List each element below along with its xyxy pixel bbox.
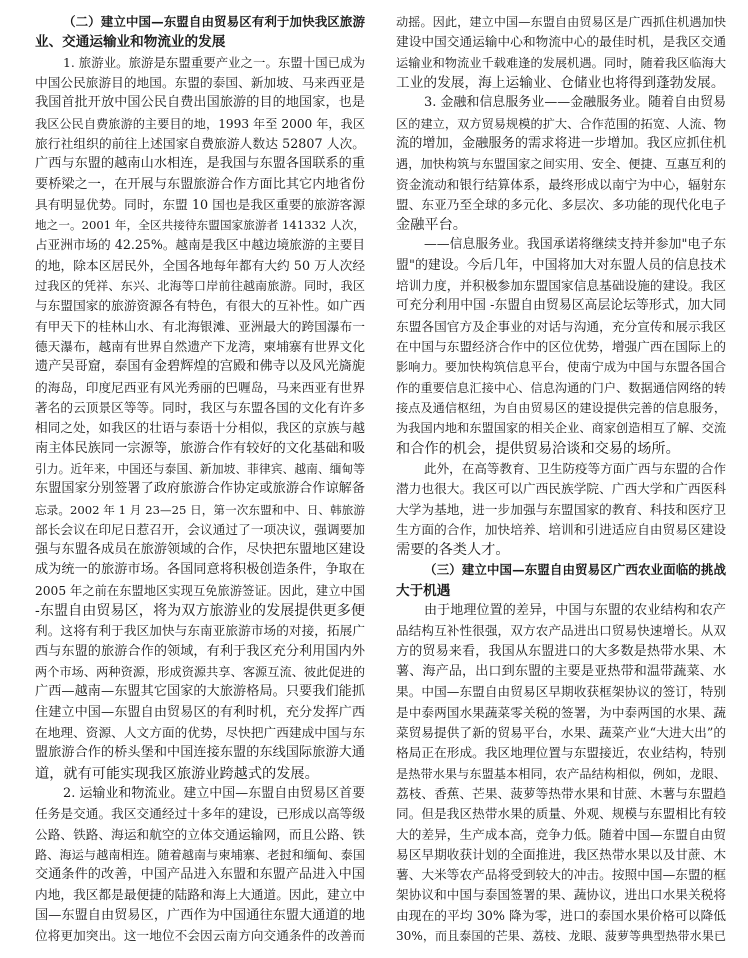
text-line: 金融平台。: [396, 217, 467, 234]
text-line: 果。中国—东盟自由贸易区早期收获框架协议的签订，特别: [396, 684, 726, 700]
text-line: 强与东盟各成员在旅游领域的合作，尽快把东盟地区建设: [35, 542, 365, 558]
text-line: 两个市场、两种资源，形成资源共享、客源互流、彼此促进的: [35, 665, 365, 679]
text-line: 东盟各国官方及企事业的对话与沟通，充分宣传和展示我区: [396, 318, 726, 334]
text-line: 盟旅游合作的桥头堡和中国连接东盟的东线国际旅游大通: [35, 745, 365, 761]
text-line: 广西与东盟的越南山水相连，是我国与东盟各国联系的重: [35, 156, 365, 172]
text-line: 为我国内地和东盟国家的相关企业、商家创造相互了解、交流: [396, 421, 726, 436]
text-line: 的地，除本区居民外，全国各地每年都有大约 50 万人次经: [35, 257, 365, 273]
text-line: 德天瀑布，越南有世界自然遗产下龙湾，柬埔寨有世界文化: [35, 339, 365, 354]
text-line: 引力。近年来，中国还与泰国、新加坡、菲律宾、越南、缅甸等: [35, 461, 365, 476]
text-line: 交通条件的改善，中国产品进入东盟和东盟产品进入中国: [35, 867, 365, 883]
text-line: 是热带水果与东盟基本相同，农产品结构相似，例如，龙眼、: [396, 766, 726, 781]
text-line: 旅行社组织的前往上述国家自费旅游人数达 52807 人次。: [35, 135, 365, 151]
text-line: 品结构互补性很强，双方农产品进出口贸易快速增长。从双: [396, 623, 726, 639]
text-line: 在地理、资源、人文方面的优势，尽快把广西建成中国与东: [35, 724, 365, 740]
text-line: 遇，加快构筑与东盟国家之间实用、安全、便捷、互惠互利的: [396, 157, 726, 172]
text-line: 与东盟国家的旅游资源各有特色，有很大的互补性。如广西: [35, 298, 365, 314]
text-line: 流的增加，金融服务的需求将进一步增加。我区应抓住机: [396, 135, 726, 151]
text-line: 培训力度，并积极参加东盟国家信息基础设施的建设。我区: [396, 278, 726, 294]
text-line: 工业的发展，海上运输业、仓储业也将得到蓬勃发展。: [396, 74, 725, 91]
text-line: 中国公民旅游目的地国。东盟的泰国、新加坡、马来西亚是: [35, 74, 365, 90]
text-line: 菜贸易提供了新的贸易平台，水果、蔬菜产业“大进大出”的: [396, 724, 726, 740]
text-line: 由于地理位置的差异，中国与东盟的农业结构和农产: [424, 603, 726, 619]
text-line: 影响力。要加快构筑信息平台，使南宁成为中国与东盟各国合: [396, 360, 726, 375]
text-line: 建设中国交通运输中心和物流中心的最佳时机，是我区交通: [396, 34, 726, 50]
text-line: 由现在的平均 30% 降为零，进口的泰国水果价格可以降低: [396, 907, 726, 923]
text-line: 位将更加突出。这一地位不会因云南方向交通条件的改善而: [35, 928, 365, 944]
text-line: 此外，在高等教育、卫生防疫等方面广西与东盟的合作: [424, 460, 726, 476]
text-line: 需要的各类人才。: [396, 542, 510, 559]
text-line: 1. 旅游业。旅游是东盟重要产业之一。东盟十国已成为: [63, 54, 365, 70]
text-line: 盟"的建设。今后几年，中国将加大对东盟人员的信息技术: [396, 257, 726, 273]
text-line: 公路、铁路、海运和航空的立体交通运输网，而且公路、铁: [35, 826, 365, 842]
text-line: 道，就有可能实现我区旅游业跨越式的发展。: [35, 765, 319, 782]
right-column: [396, 12, 726, 946]
text-line: 在中国与东盟经济合作中的区位优势，增强广西在国际上的: [396, 339, 726, 354]
text-line: 要桥梁之一，在开展与东盟旅游合作方面比其它内地省份: [35, 176, 365, 192]
text-line: 相同之处，如我区的壮语与泰语十分相似，我区的京族与越: [35, 420, 365, 436]
text-line: 可充分利用中国 -东盟自由贸易区高层论坛等形式，加大同: [396, 298, 726, 314]
text-line: -东盟自由贸易区，将为双方旅游业的发展提供更多便: [35, 603, 365, 620]
text-line: 广西—越南—东盟其它国家的大旅游格局。只要我们能抓: [35, 684, 365, 700]
text-line: 接点及通信枢纽，为自由贸易区的建设提供完善的信息服务，: [396, 400, 726, 415]
text-line: 薯、大米等农产品将受到较大的冲击。按照中国—东盟的框: [396, 867, 726, 883]
text-line: 荔枝、香蕉、芒果、菠萝等热带水果和甘蔗、木薯与东盟趋: [396, 785, 726, 801]
text-line: 资金流动和银行结算体系，最终形成以南宁为中心，辐射东: [396, 176, 726, 192]
text-line: 路、海运与越南相连。随着越南与柬埔寨、老挝和缅甸、泰国: [35, 847, 365, 862]
text-line: 内地，我区都是最便捷的陆路和海上大通道。因此，建立中: [35, 887, 365, 903]
text-line: 易区早期收获计划的全面推进，我区热带水果以及甘蔗、木: [396, 846, 726, 862]
text-line: 盟、东亚乃至全球的多元化、多层次、多功能的现代化电子: [396, 196, 726, 212]
text-line: 区的建立，双方贸易规模的扩大、合作范围的拓宽、人流、物: [396, 116, 726, 131]
text-line: 方的贸易来看，我国从东盟进口的大多数是热带水果、木: [396, 643, 726, 659]
text-line: 利。这将有利于我区加快与东南亚旅游市场的对接，拓展广: [35, 623, 365, 639]
text-line: 住建立中国—东盟自由贸易区的有利时机，充分发挥广西: [35, 704, 365, 720]
text-line: 大的差异，生产成本高，竞争力低。随着中国—东盟自由贸: [396, 826, 726, 842]
text-line: 成为统一的旅游市场。各国同意将积极创造条件，争取在: [35, 562, 365, 578]
text-line: 大学为基地，进一步加强与东盟国家的教育、科技和医疗卫: [396, 501, 726, 517]
text-line: 潜力也很大。我区可以广西民族学院、广西大学和广西医科: [396, 481, 726, 497]
text-line: 我区公民自费旅游的主要目的地，1993 年至 2000 年，我区: [35, 116, 365, 131]
text-line: 占亚洲市场的 42.25%。越南是我区中越边境旅游的主要目: [35, 237, 365, 253]
section-heading-line: （三）建立中国—东盟自由贸易区广西农业面临的挑战: [424, 562, 726, 578]
text-line: 的海岛，印度尼西亚有风光秀丽的巴喱岛，马来西亚有世界: [35, 379, 365, 395]
text-line: 30%，而且泰国的芒果、荔枝、龙眼、菠萝等典型热带水果已: [396, 929, 726, 944]
text-line: 忘录。2002 年 1 月 23—25 日，第一次东盟和中、日、韩旅游: [35, 502, 365, 517]
text-line: 和合作的机会，提供贸易洽谈和交易的场所。: [396, 440, 680, 457]
text-line: 有甲天下的桂林山水、有北海银滩、亚洲最大的跨国瀑布一: [35, 318, 365, 334]
text-line: 是中泰两国水果蔬菜零关税的签署，为中泰两国的水果、蔬: [396, 704, 726, 720]
text-line: 格局正在形成。我区地理位置与东盟接近，农业结构，特别: [396, 745, 726, 761]
text-line: 著名的云顶景区等等。同时，我区与东盟各国的文化有许多: [35, 399, 365, 415]
text-line: 东盟国家分别签署了政府旅游合作协定或旅游合作谅解备: [35, 481, 365, 497]
text-line: 2005 年之前在东盟地区实现互免旅游签证。因此，建立中国: [35, 583, 365, 598]
text-line: 2. 运输业和物流业。建立中国—东盟自由贸易区首要: [63, 785, 365, 801]
text-line: 西与东盟的旅游合作的领域，有利于我区充分利用国内外: [35, 643, 365, 659]
section-heading-line: 业、交通运输业和物流业的发展: [35, 34, 226, 51]
text-line: 地之一。2001 年，全区共接待东盟国家旅游者 141332 人次，: [35, 218, 365, 233]
text-line: 作的重要信息汇接中心、信息沟通的门户、数据通信网络的转: [396, 380, 726, 395]
text-line: 我国首批开放中国公民自费出国旅游的目的地国家，也是: [35, 95, 365, 111]
text-line: 过我区的凭祥、东兴、北海等口岸前往越南旅游。同时，我区: [35, 279, 365, 294]
text-line: 架协议和中国与泰国签署的果、蔬协议，进出口水果关税将: [396, 887, 726, 903]
text-line: 国—东盟自由贸易区，广西作为中国通往东盟大通道的地: [35, 907, 365, 923]
left-column: [35, 12, 365, 946]
text-line: 3. 金融和信息服务业——金融服务业。随着自由贸易: [424, 95, 726, 111]
text-line: 生方面的合作，加快培养、培训和引进适应自由贸易区建设: [396, 521, 726, 537]
text-line: 遗产吴哥窟，泰国有金碧辉煌的宫殿和佛寺以及风光旖旎: [35, 359, 365, 375]
text-line: 薯、海产品，出口到东盟的主要是亚热带和温带蔬菜、水: [396, 664, 726, 679]
text-line: 任务是交通。我区交通经过十多年的建设，已形成以高等级: [35, 806, 365, 822]
text-line: 同。但是我区热带水果的质量、外观、规模与东盟相比有较: [396, 806, 726, 822]
text-line: 具有明显优势。同时，东盟 10 国也是我区重要的旅游客源: [35, 196, 365, 212]
text-line: 部长会议在印尼日惹召开，会议通过了一项决议，强调要加: [35, 521, 365, 537]
section-heading-line: 大于机遇: [396, 582, 451, 599]
text-line: 动摇。因此，建立中国—东盟自由贸易区是广西抓住机遇加快: [396, 15, 726, 29]
text-line: ——信息服务业。我国承诺将继续支持并参加"电子东: [424, 237, 726, 253]
section-heading-line: （二）建立中国—东盟自由贸易区有利于加快我区旅游: [63, 14, 365, 29]
text-line: 南主体民族同一宗源等，旅游合作有较好的文化基础和吸: [35, 440, 365, 456]
text-line: 运输业和物流业千载难逢的发展机遇。同时，随着我区临海大: [396, 55, 726, 70]
